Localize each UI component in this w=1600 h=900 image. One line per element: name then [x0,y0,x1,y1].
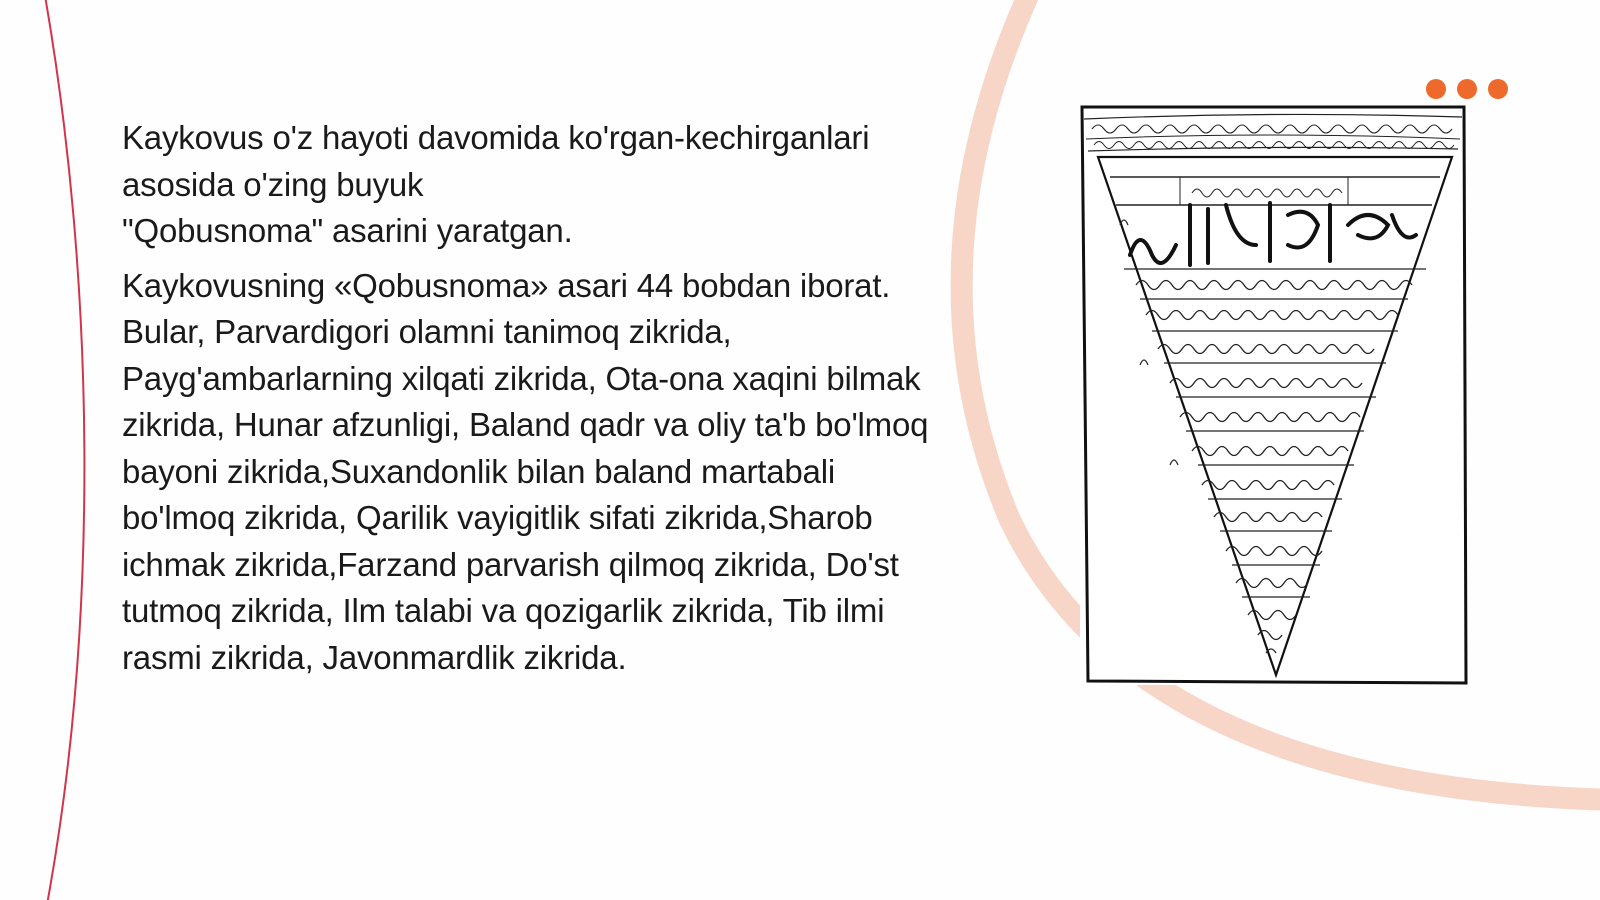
more-dots-icon [1426,79,1508,99]
dot-3 [1488,79,1508,99]
slide-body-text [122,115,1022,681]
paragraph-intro: Kaykovus o'z hayoti davomida ko'rgan-kechirganlari asosida o'zing buyuk "Qobusnoma" asarini yaratgan. [122,119,870,249]
paragraph-chapters: Kaykovusning «Qobusnoma» asari 44 bobdan iborat. Bular, Parvardigori olamni tanimoq zikrida, Payg'ambarlarning xilqati zikrida, Ota-ona xaqini bilmak zikrida, Hunar afzunligi, Baland qadr va oliy ta'b bo'lmoq bayoni zikrida,Suxandonlik bilan baland martabali bo'lmoq zikrida, Qarilik vayigitlik sifati zikrida,Sharob ichmak zikrida,Farzand parvarish qilmoq zikrida, Do'st tutmoq zikrida, Ilm talabi va qozigarlik zikrida, Tib ilmi rasmi zikrida, Javonmardlik zikrida. [122,266,929,676]
dot-2 [1457,79,1477,99]
left-accent-line [44,0,84,900]
dot-1 [1426,79,1446,99]
manuscript-image [1080,105,1470,685]
